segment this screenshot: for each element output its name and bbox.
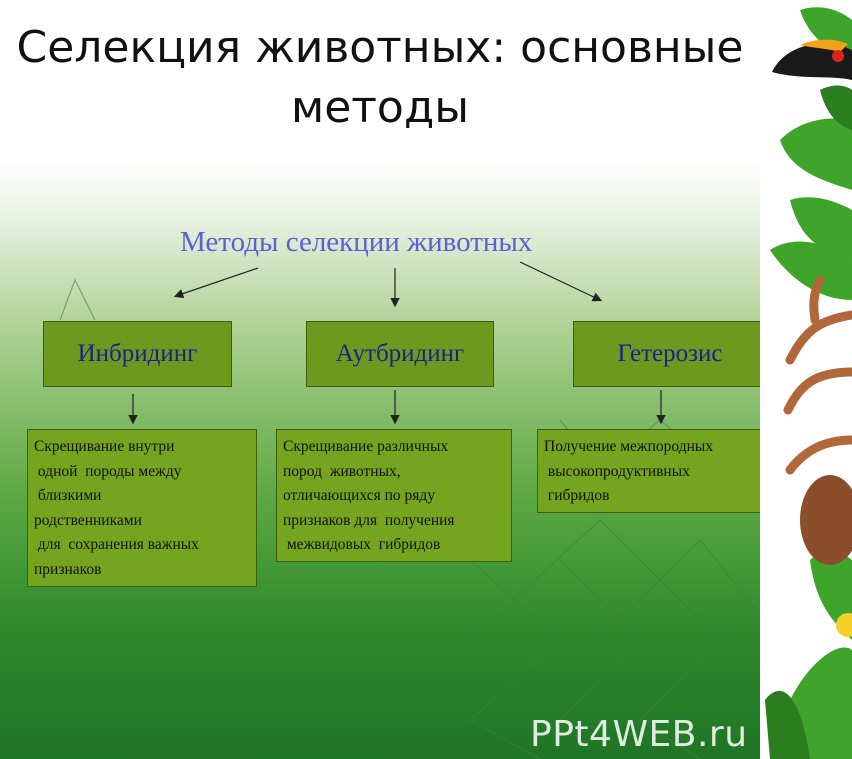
description-line: межвидовых гибридов xyxy=(283,536,441,553)
slide-title: Селекция животных: основные методы xyxy=(16,22,744,133)
jungle-decoration xyxy=(760,0,852,759)
watermark-text: PPt4WEB.ru xyxy=(530,714,748,755)
description-outbreeding xyxy=(276,429,512,562)
description-line: Скрещивание различных xyxy=(283,438,449,455)
description-line: отличающихся по ряду xyxy=(283,487,436,504)
diagram-heading: Методы селекции животных xyxy=(180,226,533,258)
description-line: одной породы между xyxy=(34,462,182,480)
description-line: близкими xyxy=(34,487,102,504)
description-line: для сохранения важных xyxy=(34,536,199,553)
description-line: Получение межпородных xyxy=(544,438,714,455)
description-heterosis xyxy=(537,429,769,513)
method-box-outbreeding: Аутбридинг xyxy=(306,321,494,387)
description-line: высокопродуктивных xyxy=(544,462,690,480)
description-line: Скрещивание внутри xyxy=(34,438,175,455)
description-line: родственниками xyxy=(34,511,142,529)
description-line: пород животных, xyxy=(283,462,401,480)
description-line: признаков xyxy=(34,560,102,578)
description-inbreeding xyxy=(27,429,257,587)
description-line: признаков для получения xyxy=(283,511,455,529)
method-box-inbreeding: Инбридинг xyxy=(43,321,232,387)
description-line: гибридов xyxy=(544,487,610,504)
method-box-heterosis: Гетерозис xyxy=(573,321,767,387)
